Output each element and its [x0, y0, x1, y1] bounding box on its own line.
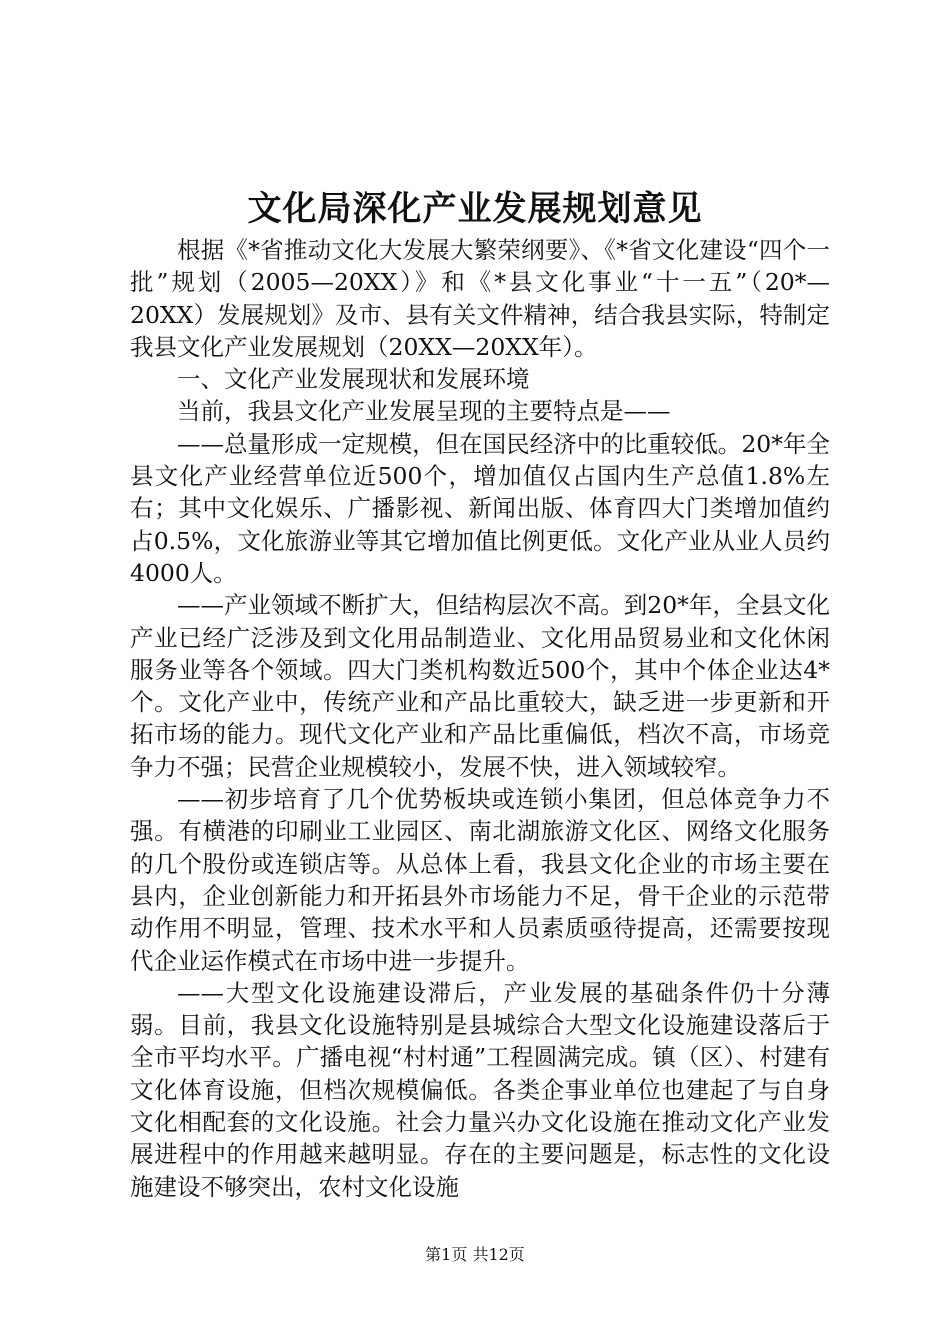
document-body: [130, 234, 830, 1203]
page-number-footer: 第1页 共12页: [425, 1245, 525, 1264]
paragraph: ——总量形成一定规模，但在国民经济中的比重较低。20*年全县文化产业经营单位近500个，增加值仅占国内生产总值1.8%左右；其中文化娱乐、广播影视、新闻出版、体育四大门类增加值约占0.5%，文化旅游业等其它增加值比例更低。文化产业从业人员约4000人。: [130, 429, 830, 587]
document-title: 文化局深化产业发展规划意见: [247, 189, 703, 229]
paragraph: ——大型文化设施建设滞后，产业发展的基础条件仍十分薄弱。目前，我县文化设施特别是县城综合大型文化设施建设落后于全市平均水平。广播电视“村村通”工程圆满完成。镇（区）、村建有文化体育设施，但档次规模偏低。各类企事业单位也建起了与自身文化相配套的文化设施。社会力量兴办文化设施在推动文化产业发展进程中的作用越来越明显。存在的主要问题是，标志性的文化设施建设不够突出，农村文化设施: [130, 978, 830, 1201]
paragraph: 当前，我县文化产业发展呈现的主要特点是——: [177, 397, 671, 426]
section-heading: 一、文化产业发展现状和发展环境: [177, 365, 530, 394]
paragraph: ——产业领域不断扩大，但结构层次不高。到20*年，全县文化产业已经广泛涉及到文化用品制造业、文化用品贸易业和文化休闲服务业等各个领域。四大门类机构数近500个，其中个体企业达4*个。文化产业中，传统产业和产品比重较大，缺乏进一步更新和开拓市场的能力。现代文化产业和产品比重偏低，档次不高，市场竞争力不强；民营企业规模较小，发展不快，进入领域较窄。: [130, 591, 830, 781]
paragraph: ——初步培育了几个优势板块或连锁小集团，但总体竞争力不强。有横港的印刷业工业园区、南北湖旅游文化区、网络文化服务的几个股份或连锁店等。从总体上看，我县文化企业的市场主要在县内，企业创新能力和开拓县外市场能力不足，骨干企业的示范带动作用不明显，管理、技术水平和人员素质亟待提高，还需要按现代企业运作模式在市场中进一步提升。: [130, 785, 830, 975]
paragraph: 根据《*省推动文化大发展大繁荣纲要》、《*省文化建设“四个一批”规划（2005—20XX）》和《*县文化事业“十一五”（20*—20XX）发展规划》及市、县有关文件精神，结合我县实际，特制定我县文化产业发展规划（20XX—20XX年）。: [130, 236, 830, 361]
